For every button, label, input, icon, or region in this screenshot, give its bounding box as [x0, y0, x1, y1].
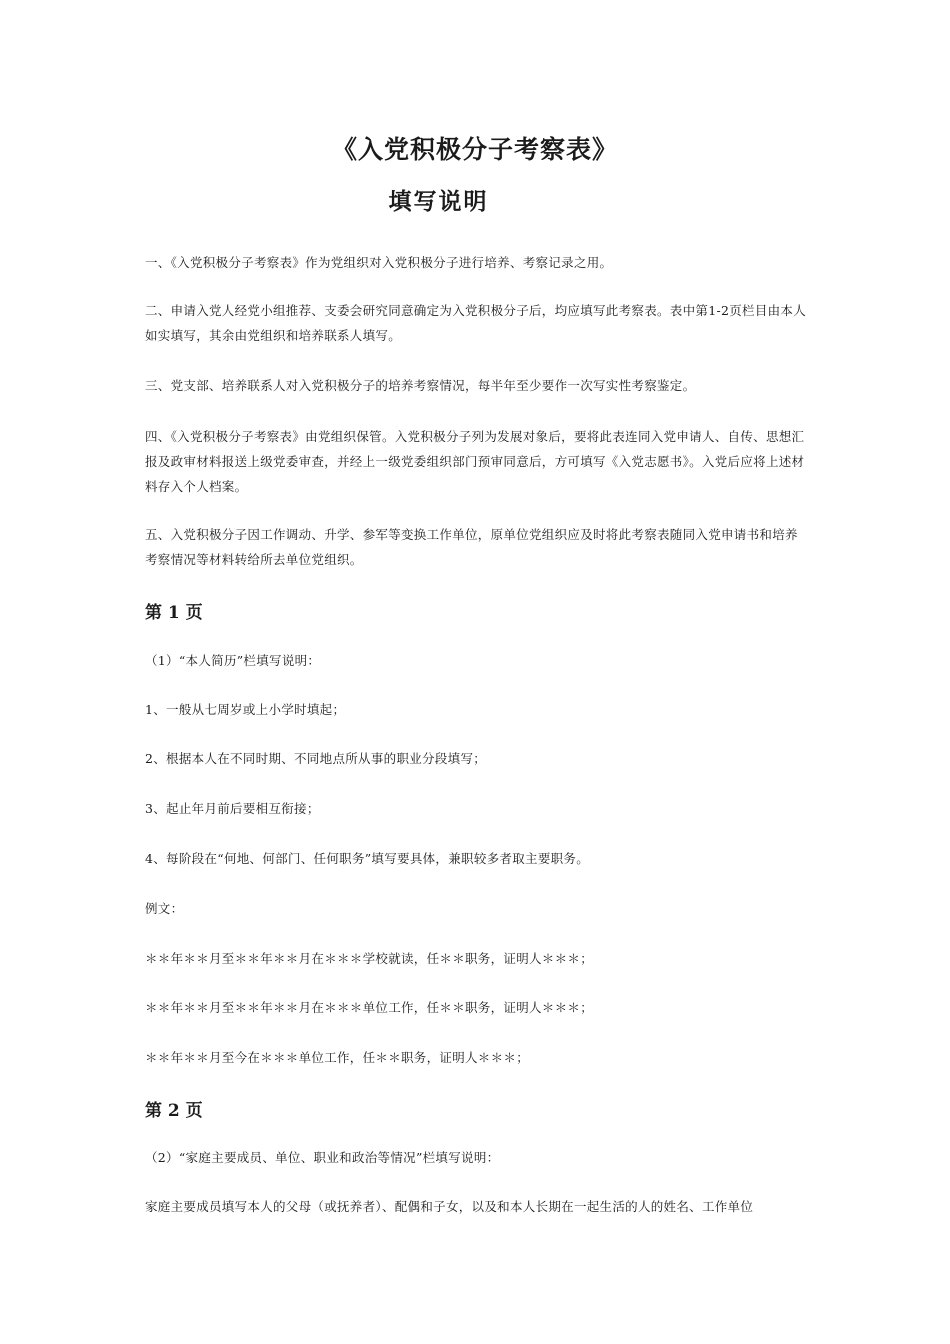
- instruction-2: 二、申请入党人经党小组推荐、支委会研究同意确定为入党积极分子后，均应填写此考察表。表中第1-2页栏目由本人如实填写，其余由党组织和培养联系人填写。: [145, 303, 807, 343]
- instruction-5: 五、入党积极分子因工作调动、升学、参军等变换工作单位，原单位党组织应及时将此考察表随同入党申请书和培养考察情况等材料转给所去单位党组织。: [145, 527, 798, 567]
- page1-item-3: 3、起止年月前后要相互衔接；: [145, 801, 320, 816]
- page1-item-4: 4、每阶段在“何地、何部门、任何职务”填写要具体，兼职较多者取主要职务。: [145, 851, 590, 866]
- document-title: 《入党积极分子考察表》: [331, 135, 618, 164]
- page1-item-1: 1、一般从七周岁或上小学时填起；: [145, 702, 346, 717]
- instruction-3: 三、党支部、培养联系人对入党积极分子的培养考察情况，每半年至少要作一次写实性考察鉴定。: [145, 378, 696, 393]
- page1-intro: （1）“本人简历”栏填写说明：: [145, 653, 321, 668]
- instruction-4: 四、《入党积极分子考察表》由党组织保管。入党积极分子列为发展对象后，要将此表连同入党申请人、自传、思想汇报及政审材料报送上级党委审查，并经上一级党委组织部门预审同意后，方可填写《入党志愿书》。入党后应将上述材料存入个人档案。: [145, 429, 805, 494]
- section-heading-page-2: 第 2 页: [145, 1101, 203, 1121]
- example-line-3: ＊＊年＊＊月至今在＊＊＊单位工作，任＊＊职务，证明人＊＊＊；: [145, 1050, 530, 1065]
- page1-item-2: 2、根据本人在不同时期、不同地点所从事的职业分段填写；: [145, 751, 487, 766]
- section-heading-page-1: 第 1 页: [145, 603, 203, 623]
- example-line-1: ＊＊年＊＊月至＊＊年＊＊月在＊＊＊学校就读，任＊＊职务，证明人＊＊＊；: [145, 951, 594, 966]
- document-subtitle: 填写说明: [388, 188, 489, 215]
- page2-intro: （2）“家庭主要成员、单位、职业和政治等情况”栏填写说明：: [145, 1150, 500, 1165]
- example-label: 例文：: [145, 901, 184, 916]
- page2-text: 家庭主要成员填写本人的父母（或抚养者）、配偶和子女，以及和本人长期在一起生活的人的姓名、工作单位: [145, 1199, 754, 1214]
- instruction-1: 一、《入党积极分子考察表》作为党组织对入党积极分子进行培养、考察记录之用。: [145, 255, 613, 270]
- example-line-2: ＊＊年＊＊月至＊＊年＊＊月在＊＊＊单位工作，任＊＊职务，证明人＊＊＊；: [145, 1000, 594, 1015]
